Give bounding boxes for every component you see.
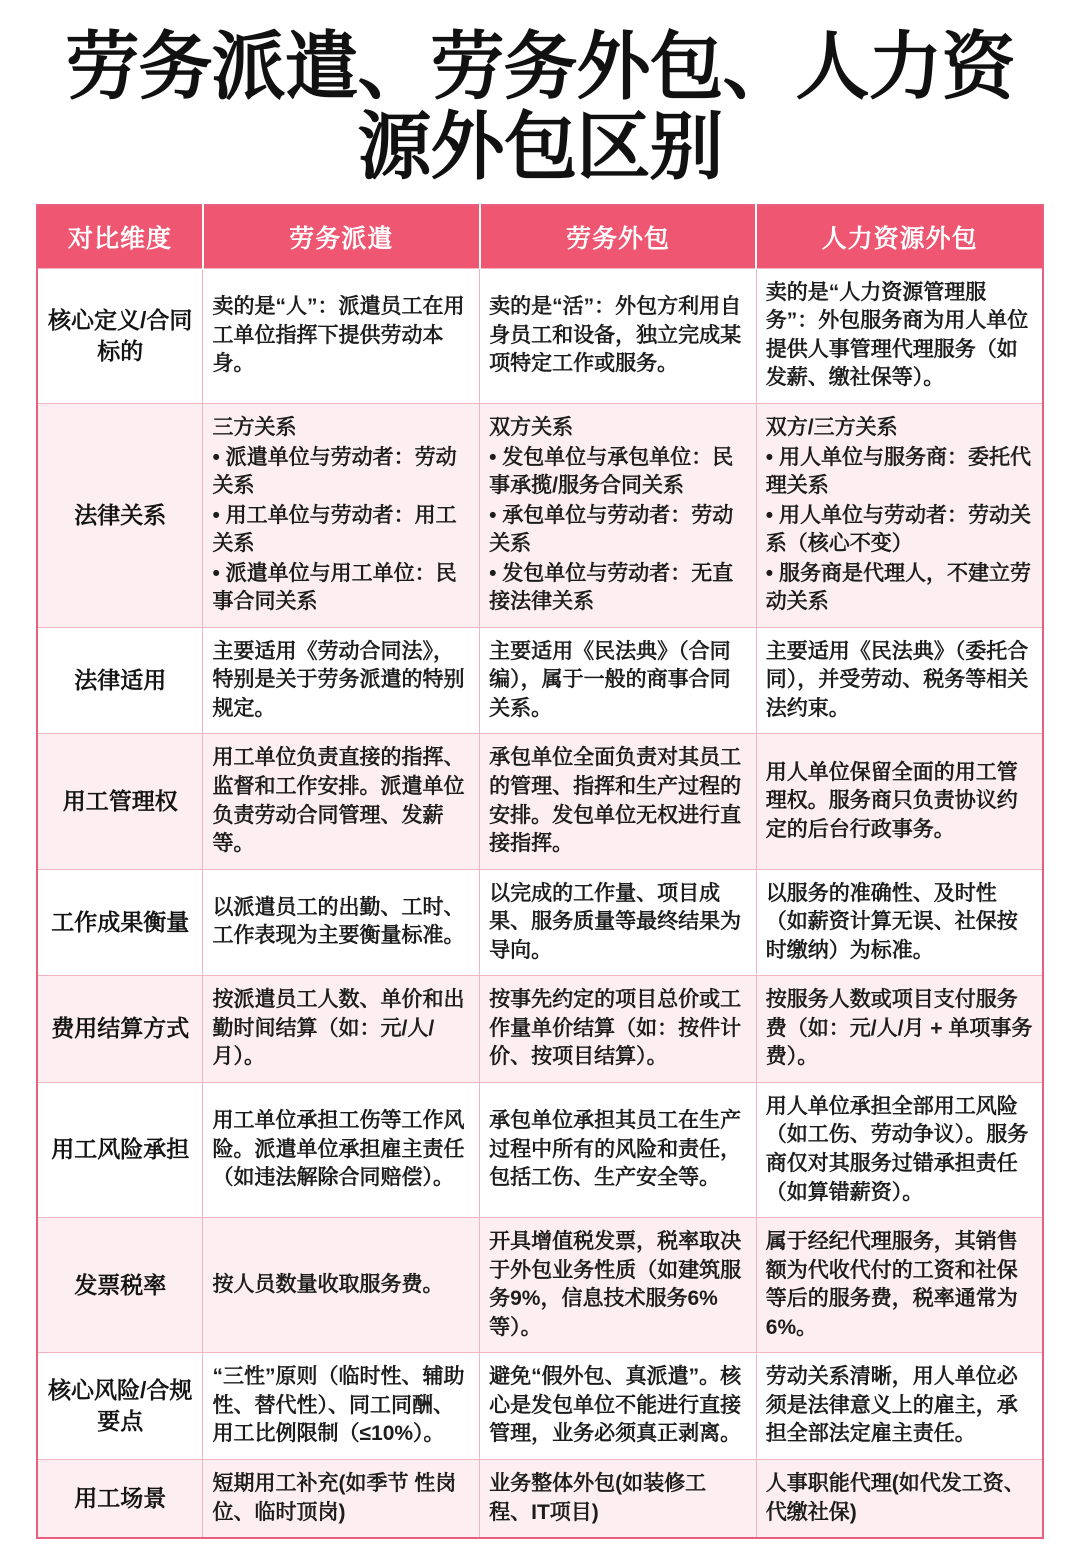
table-row bbox=[37, 404, 1043, 628]
cell-hr-outsourcing: 按服务人数或项目支付服务费（如：元/人/月 + 单项事务费）。 bbox=[756, 976, 1043, 1083]
cell-hr-outsourcing: 人事职能代理(如代发工资、代缴社保) bbox=[756, 1459, 1043, 1538]
row-dimension-label: 法律适用 bbox=[37, 627, 203, 734]
table-row bbox=[37, 1459, 1043, 1538]
header-row bbox=[37, 205, 1043, 269]
row-dimension-label: 用工风险承担 bbox=[37, 1082, 203, 1217]
cell-dispatch: 以派遣员工的出勤、工时、工作表现为主要衡量标准。 bbox=[203, 869, 480, 976]
row-dimension-label: 核心定义/合同标的 bbox=[37, 268, 203, 403]
cell-dispatch: 主要适用《劳动合同法》，特别是关于劳务派遣的特别规定。 bbox=[203, 627, 480, 734]
cell-dispatch: 卖的是“人”：派遣员工在用工单位指挥下提供劳动本身。 bbox=[203, 268, 480, 403]
cell-hr-outsourcing: 主要适用《民法典》（委托合同），并受劳动、税务等相关法约束。 bbox=[756, 627, 1043, 734]
row-dimension-label: 核心风险/合规要点 bbox=[37, 1353, 203, 1460]
table-body bbox=[37, 268, 1043, 1538]
cell-dispatch: 按人员数量收取服务费。 bbox=[203, 1218, 480, 1353]
column-header-dispatch: 劳务派遣 bbox=[203, 205, 480, 269]
cell-dispatch: 用工单位承担工伤等工作风险。派遣单位承担雇主责任（如违法解除合同赔偿）。 bbox=[203, 1082, 480, 1217]
cell-dispatch: 短期用工补充(如季节 性岗位、临时顶岗) bbox=[203, 1459, 480, 1538]
cell-hr-outsourcing: 以服务的准确性、及时性（如薪资计算无误、社保按时缴纳）为标准。 bbox=[756, 869, 1043, 976]
row-dimension-label: 用工场景 bbox=[37, 1459, 203, 1538]
cell-hr-outsourcing: 用人单位保留全面的用工管理权。服务商只负责协议约定的后台行政事务。 bbox=[756, 734, 1043, 869]
table-header bbox=[37, 205, 1043, 269]
column-header-outsourcing: 劳务外包 bbox=[480, 205, 757, 269]
table-row bbox=[37, 869, 1043, 976]
cell-outsourcing: 避免“假外包、真派遣”。核心是发包单位不能进行直接管理，业务必须真正剥离。 bbox=[480, 1353, 757, 1460]
row-dimension-label: 费用结算方式 bbox=[37, 976, 203, 1083]
cell-hr-outsourcing: 劳动关系清晰，用人单位必须是法律意义上的雇主，承担全部法定雇主责任。 bbox=[756, 1353, 1043, 1460]
table-row bbox=[37, 1082, 1043, 1217]
row-dimension-label: 工作成果衡量 bbox=[37, 869, 203, 976]
column-header-dimension: 对比维度 bbox=[37, 205, 203, 269]
cell-outsourcing: 双方关系 • 发包单位与承包单位：民事承揽/服务合同关系 • 承包单位与劳动者：劳动关系 • 发包单位与劳动者：无直接法律关系 bbox=[480, 404, 757, 628]
cell-outsourcing: 以完成的工作量、项目成果、服务质量等最终结果为导向。 bbox=[480, 869, 757, 976]
cell-dispatch: 按派遣员工人数、单价和出勤时间结算（如：元/人/月）。 bbox=[203, 976, 480, 1083]
table-row bbox=[37, 976, 1043, 1083]
cell-outsourcing: 承包单位全面负责对其员工的管理、指挥和生产过程的安排。发包单位无权进行直接指挥。 bbox=[480, 734, 757, 869]
cell-hr-outsourcing: 卖的是“人力资源管理服务”：外包服务商为用人单位提供人事管理代理服务（如发薪、缴社保等）。 bbox=[756, 268, 1043, 403]
page-title: 劳务派遣、劳务外包、人力资源外包区别 bbox=[65, 24, 1015, 190]
cell-dispatch: “三性”原则（临时性、辅助性、替代性）、同工同酬、用工比例限制（≤10%）。 bbox=[203, 1353, 480, 1460]
table-row bbox=[37, 268, 1043, 403]
cell-hr-outsourcing: 双方/三方关系 • 用人单位与服务商：委托代理关系 • 用人单位与劳动者：劳动关系（核心不变） • 服务商是代理人，不建立劳动关系 bbox=[756, 404, 1043, 628]
table-row bbox=[37, 1218, 1043, 1353]
cell-dispatch: 用工单位负责直接的指挥、监督和工作安排。派遣单位负责劳动合同管理、发薪等。 bbox=[203, 734, 480, 869]
cell-outsourcing: 业务整体外包(如装修工程、IT项目) bbox=[480, 1459, 757, 1538]
cell-dispatch: 三方关系 • 派遣单位与劳动者：劳动关系 • 用工单位与劳动者：用工关系 • 派遣单位与用工单位：民事合同关系 bbox=[203, 404, 480, 628]
comparison-table bbox=[36, 204, 1044, 1539]
cell-outsourcing: 承包单位承担其员工在生产过程中所有的风险和责任，包括工伤、生产安全等。 bbox=[480, 1082, 757, 1217]
row-dimension-label: 用工管理权 bbox=[37, 734, 203, 869]
cell-outsourcing: 卖的是“活”：外包方利用自身员工和设备，独立完成某项特定工作或服务。 bbox=[480, 268, 757, 403]
column-header-hr-outsourcing: 人力资源外包 bbox=[756, 205, 1043, 269]
cell-outsourcing: 主要适用《民法典》（合同编），属于一般的商事合同关系。 bbox=[480, 627, 757, 734]
cell-outsourcing: 按事先约定的项目总价或工作量单价结算（如：按件计价、按项目结算）。 bbox=[480, 976, 757, 1083]
table-row bbox=[37, 1353, 1043, 1460]
cell-hr-outsourcing: 用人单位承担全部用工风险（如工伤、劳动争议）。服务商仅对其服务过错承担责任（如算错薪资）。 bbox=[756, 1082, 1043, 1217]
cell-outsourcing: 开具增值税发票，税率取决于外包业务性质（如建筑服务9%，信息技术服务6%等）。 bbox=[480, 1218, 757, 1353]
table-row bbox=[37, 627, 1043, 734]
row-dimension-label: 法律关系 bbox=[37, 404, 203, 628]
cell-hr-outsourcing: 属于经纪代理服务，其销售额为代收代付的工资和社保等后的服务费，税率通常为6%。 bbox=[756, 1218, 1043, 1353]
row-dimension-label: 发票税率 bbox=[37, 1218, 203, 1353]
table-row bbox=[37, 734, 1043, 869]
